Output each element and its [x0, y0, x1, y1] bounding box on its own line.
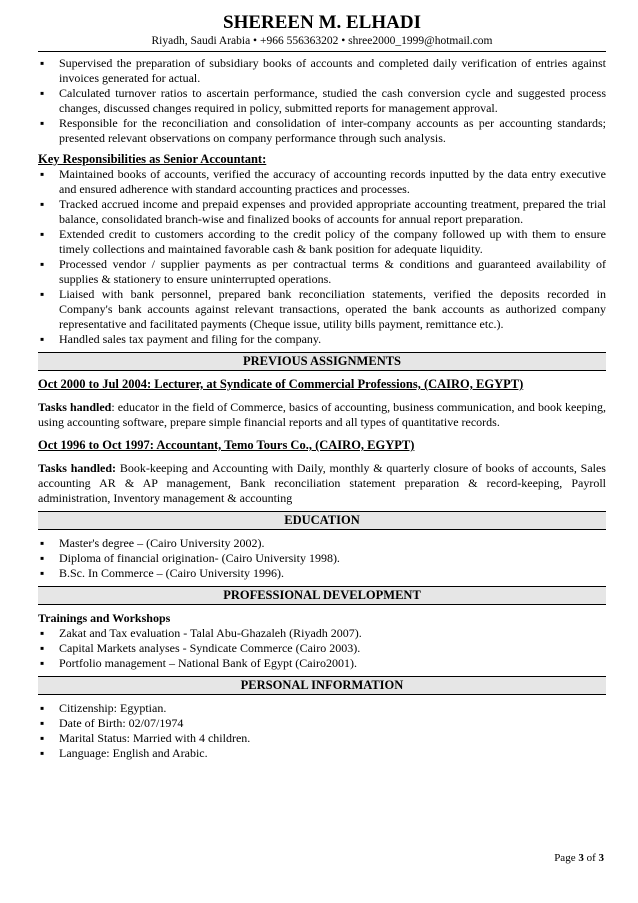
list-item: ▪ Liaised with bank personnel, prepared bank reconciliation statements, verified the deposits recorded in Company's bank accounts against relevant transactions, operated the bank accounts as authorized company representative and facilitated payments (Cheque issue, utility bills payment, remittance etc.). — [38, 287, 606, 332]
previous-assignments-title: PREVIOUS ASSIGNMENTS — [38, 352, 606, 371]
job2-tasks — [38, 461, 606, 506]
senior-accountant-list — [38, 167, 606, 347]
list-item: ▪ Citizenship: Egyptian. — [38, 701, 606, 716]
job1-tasks-text: : educator in the field of Commerce, basics of accounting, business communication, and book keeping, using accounting software, prepare simple financial reports and all types of quantitative records. — [38, 400, 606, 429]
page-prefix: Page — [554, 852, 579, 864]
list-item: ▪ Capital Markets analyses - Syndicate Commerce (Cairo 2003). — [38, 641, 606, 656]
list-item: ▪ Master's degree – (Cairo University 2002). — [38, 536, 606, 551]
header-divider — [38, 51, 606, 52]
trainings-subheading: Trainings and Workshops — [38, 611, 171, 625]
list-item: ▪ Calculated turnover ratios to ascertain performance, studied the cash conversion cycle and suggested process changes, discussed changes required in policy, submitted reports for management approval. — [38, 86, 606, 116]
list-item: ▪ Tracked accrued income and prepaid expenses and provided appropriate accounting treatment, prepared the trial balance, consolidated branch-wise and finalized books of accounts for annual report preparation. — [38, 197, 606, 227]
list-item: ▪ Extended credit to customers according to the credit policy of the company followed up with them to ensure timely collections and maintained favorable cash & bank position for adequate liquidity. — [38, 227, 606, 257]
page-number — [554, 852, 604, 864]
list-item: ▪ Diploma of financial origination- (Cairo University 1998). — [38, 551, 606, 566]
list-item: ▪ B.Sc. In Commerce – (Cairo University 1996). — [38, 566, 606, 581]
list-item: ▪ Maintained books of accounts, verified the accuracy of accounting records inputted by the data entry executive and ensured adherence with standard accounting practices and processes. — [38, 167, 606, 197]
job2-tasks-text: Book-keeping and Accounting with Daily, monthly & quarterly closure of books of accounts, Sales accounting AR & AP management, Bank reconciliation statement preparation & record-keeping, Payroll administration, Inventory management & accounting — [38, 461, 606, 505]
list-item: ▪ Portfolio management – National Bank of Egypt (Cairo2001). — [38, 656, 606, 671]
page-total: 3 — [598, 852, 604, 864]
personal-information-title: PERSONAL INFORMATION — [38, 676, 606, 695]
job1-tasks-label: Tasks handled — [38, 400, 112, 414]
resume-page — [38, 12, 606, 761]
professional-development-title: PROFESSIONAL DEVELOPMENT — [38, 586, 606, 605]
list-item: ▪ Processed vendor / supplier payments as per contractual terms & conditions and guaranteed availability of supplies & stationery to ensure uninterrupted operations. — [38, 257, 606, 287]
trainings-list — [38, 626, 606, 671]
list-item: ▪ Marital Status: Married with 4 children. — [38, 731, 606, 746]
list-item: ▪ Responsible for the reconciliation and consolidation of inter-company accounts as per accounting standards; presented relevant observations on company performance through such analysis. — [38, 116, 606, 146]
list-item: ▪ Handled sales tax payment and filing for the company. — [38, 332, 606, 347]
job2-heading: Oct 1996 to Oct 1997: Accountant, Temo Tours Co., (CAIRO, EGYPT) — [38, 438, 415, 452]
page-current: 3 — [578, 852, 584, 864]
list-item: ▪ Supervised the preparation of subsidiary books of accounts and completed daily verification of entries against invoices generated for actual. — [38, 56, 606, 86]
job2-tasks-label: Tasks handled: — [38, 461, 117, 475]
list-item: ▪ Date of Birth: 02/07/1974 — [38, 716, 606, 731]
education-list — [38, 536, 606, 581]
personal-list — [38, 701, 606, 761]
job1-tasks — [38, 400, 606, 430]
job1-heading: Oct 2000 to Jul 2004: Lecturer, at Syndicate of Commercial Professions, (CAIRO, EGYPT) — [38, 377, 524, 391]
list-item: ▪ Language: English and Arabic. — [38, 746, 606, 761]
candidate-name: SHEREEN M. ELHADI — [223, 12, 421, 33]
education-title: EDUCATION — [38, 511, 606, 530]
senior-accountant-heading: Key Responsibilities as Senior Accountant: — [38, 152, 267, 166]
top-bullet-list — [38, 56, 606, 146]
page-of: of — [583, 852, 599, 864]
list-item: ▪ Zakat and Tax evaluation - Talal Abu-Ghazaleh (Riyadh 2007). — [38, 626, 606, 641]
contact-line: Riyadh, Saudi Arabia • +966 556363202 • shree2000_1999@hotmail.com — [151, 35, 493, 47]
